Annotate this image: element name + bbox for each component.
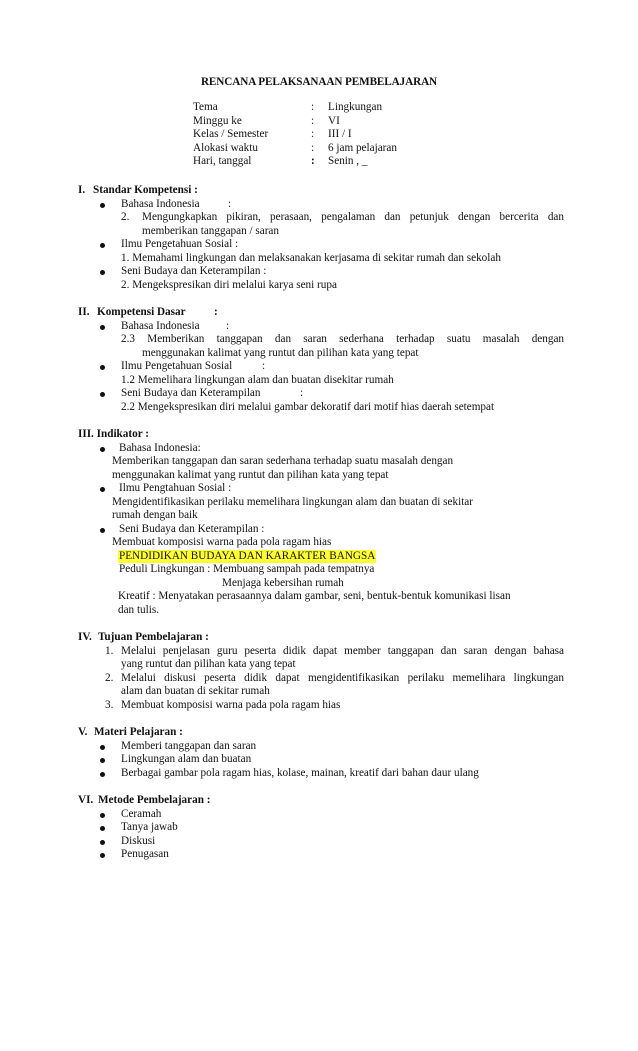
section-title: III. Indikator : [78, 428, 149, 440]
list-item-text: 2. Mengungkapkan pikiran, perasaan, pengalaman dan petunjuk dengan bercerita dan [121, 211, 564, 223]
section-heading [78, 794, 564, 808]
list-item: Ilmu Pengetahuan Sosial : [78, 238, 564, 252]
list-item: Seni Budaya dan Keterampilan : [78, 265, 564, 279]
section-heading [78, 726, 564, 740]
section-metode-pembelajaran [78, 794, 564, 862]
list-item: Ilmu Pengetahuan Sosial : [78, 360, 564, 374]
bullet-icon [100, 826, 105, 831]
meta-label: Tema [193, 101, 218, 113]
list-item: Bahasa Indonesia: [78, 442, 564, 456]
bullet-icon [100, 745, 105, 750]
bullet-icon [100, 487, 105, 492]
section-heading [78, 631, 564, 645]
list-item: Memberi tanggapan dan saran [78, 740, 564, 754]
document-title: RENCANA PELAKSANAAN PEMBELAJARAN [200, 76, 438, 88]
section-title: Tujuan Pembelajaran : [98, 631, 209, 643]
section-heading [78, 184, 564, 198]
list-item: Diskusi [78, 835, 564, 849]
section-number: IV. [78, 631, 92, 643]
list-item: Bahasa Indonesia : [78, 198, 564, 212]
section-indikator: III. Indikator : Bahasa Indonesia: Memberikan tanggapan dan saran sederhana terhadap suatu masalah dengan menggunakan kalimat yang runtut dan pilihan kata yang tepat Ilmu Pengtahuan Sosial : Mengidentifikasikan perilaku memelihara lingkungan alam dan buatan di sekitar rumah dengan baik Seni Budaya dan Keterampilan : Membuat komposisi warna pada pola ragam hias PENDIDIKAN BUDAYA DAN KARAKTER BANGSA Peduli Lingkungan : Membuang sampah pada tempatnya Menjaga kebersihan rumah Kreatif : Menyatakan perasaannya dalam gambar, seni, bentuk-bentuk komunikasi lisan dan tulis. [78, 428, 564, 617]
bullet-icon [100, 853, 105, 858]
section-standar-kompetensi: I. Standar Kompetensi : Bahasa Indonesia : 2. Mengungkapkan pikiran, perasaan, pengalaman dan petunjuk dengan bercerita dan memberikan tanggapan / saran Ilmu Pengetahuan Sosial : 1. Memahami lingkungan dan melaksanakan kerjasama di sekitar rumah dan sekolah Seni Budaya dan Keterampilan : 2. Mengekspresikan diri melalui karya seni rupa [78, 184, 564, 291]
bullet-icon [100, 392, 105, 397]
meta-value: VI [328, 114, 340, 127]
meta-colon: : [311, 155, 315, 167]
section-kompetensi-dasar: II. Kompetensi Dasar : Bahasa Indonesia : 2.3 Memberikan tanggapan dan saran sederhana terhadap suatu masalah dengan menggunakan kalimat yang runtut dan pilihan kata yang tepat Ilmu Pengetahuan Sosial : 1.2 Memelihara lingkungan alam dan buatan disekitar rumah Seni Budaya dan Keterampilan : 2.2 Mengekspresikan diri melalui gambar dekoratif dari motif hias daerah setempat [78, 306, 564, 413]
bullet-icon [100, 325, 105, 330]
section-number: V. [78, 726, 88, 738]
list-item: 2. Melalui diskusi peserta didik dapat mengidentifikasikan perilaku memelihara lingkungan [105, 671, 564, 684]
meta-label: Kelas / Semester [193, 128, 269, 140]
meta-colon: : [311, 101, 315, 113]
section-materi-pelajaran [78, 726, 564, 780]
meta-value: Senin , _ [328, 155, 368, 167]
bullet-icon [100, 758, 105, 763]
bullet-icon [100, 243, 105, 248]
list-item: Seni Budaya dan Keterampilan : [78, 523, 564, 537]
bullet-icon [100, 840, 105, 845]
meta-label: Minggu ke [193, 114, 242, 127]
section-heading [78, 428, 564, 442]
section-number: I. [78, 184, 86, 196]
section-number: VI. [78, 794, 94, 806]
list-item: Ilmu Pengtahuan Sosial : [78, 482, 564, 496]
highlighted-heading: PENDIDIKAN BUDAYA DAN KARAKTER BANGSA [119, 549, 376, 562]
meta-label: Alokasi waktu [193, 141, 258, 154]
bullet-icon [100, 203, 105, 208]
meta-colon: : [311, 128, 315, 140]
section-title: Kompetensi Dasar [97, 306, 186, 318]
bullet-icon [100, 528, 105, 533]
bullet-icon [100, 447, 105, 452]
list-item: 3. Membuat komposisi warna pada pola ragam hias [105, 698, 341, 711]
document-body [78, 184, 564, 876]
list-item: Lingkungan alam dan buatan [78, 753, 564, 767]
section-heading: II. Kompetensi Dasar : [78, 306, 218, 318]
list-item: Berbagai gambar pola ragam hias, kolase, mainan, kreatif dari bahan daur ulang [78, 767, 564, 781]
bullet-icon [100, 813, 105, 818]
meta-value: Lingkungan [328, 101, 383, 113]
meta-label: Hari, tanggal [193, 155, 252, 167]
meta-value: III / I [328, 128, 352, 140]
list-item: Tanya jawab [78, 821, 564, 835]
bullet-icon [100, 365, 105, 370]
section-number: II. [78, 306, 90, 318]
meta-colon: : [311, 141, 315, 154]
section-title: Materi Pelajaran : [94, 726, 183, 738]
section-tujuan-pembelajaran: IV. Tujuan Pembelajaran : 1. Melalui penjelasan guru peserta didik dapat member tanggapan dan saran dengan bahasa yang runtut dan pilihan kata yang tepat 2. Melalui diskusi peserta didik dapat mengidentifikasikan perilaku memelihara lingkungan alam dan buatan di sekitar rumah 3. Membuat komposisi warna pada pola ragam hias [78, 631, 564, 711]
bullet-icon [100, 772, 105, 777]
list-item: Penugasan [78, 848, 564, 862]
meta-colon: : [311, 114, 315, 127]
list-item: 1. Melalui penjelasan guru peserta didik dapat member tanggapan dan saran dengan bahasa [105, 644, 564, 657]
bullet-icon [100, 270, 105, 275]
section-title: Metode Pembelajaran : [98, 794, 211, 806]
section-title: Standar Kompetensi : [93, 184, 198, 196]
meta-value: 6 jam pelajaran [328, 141, 397, 154]
list-item: Bahasa Indonesia : [78, 320, 564, 334]
list-item: Seni Budaya dan Keterampilan : [78, 387, 564, 401]
list-item: Ceramah [78, 808, 564, 822]
